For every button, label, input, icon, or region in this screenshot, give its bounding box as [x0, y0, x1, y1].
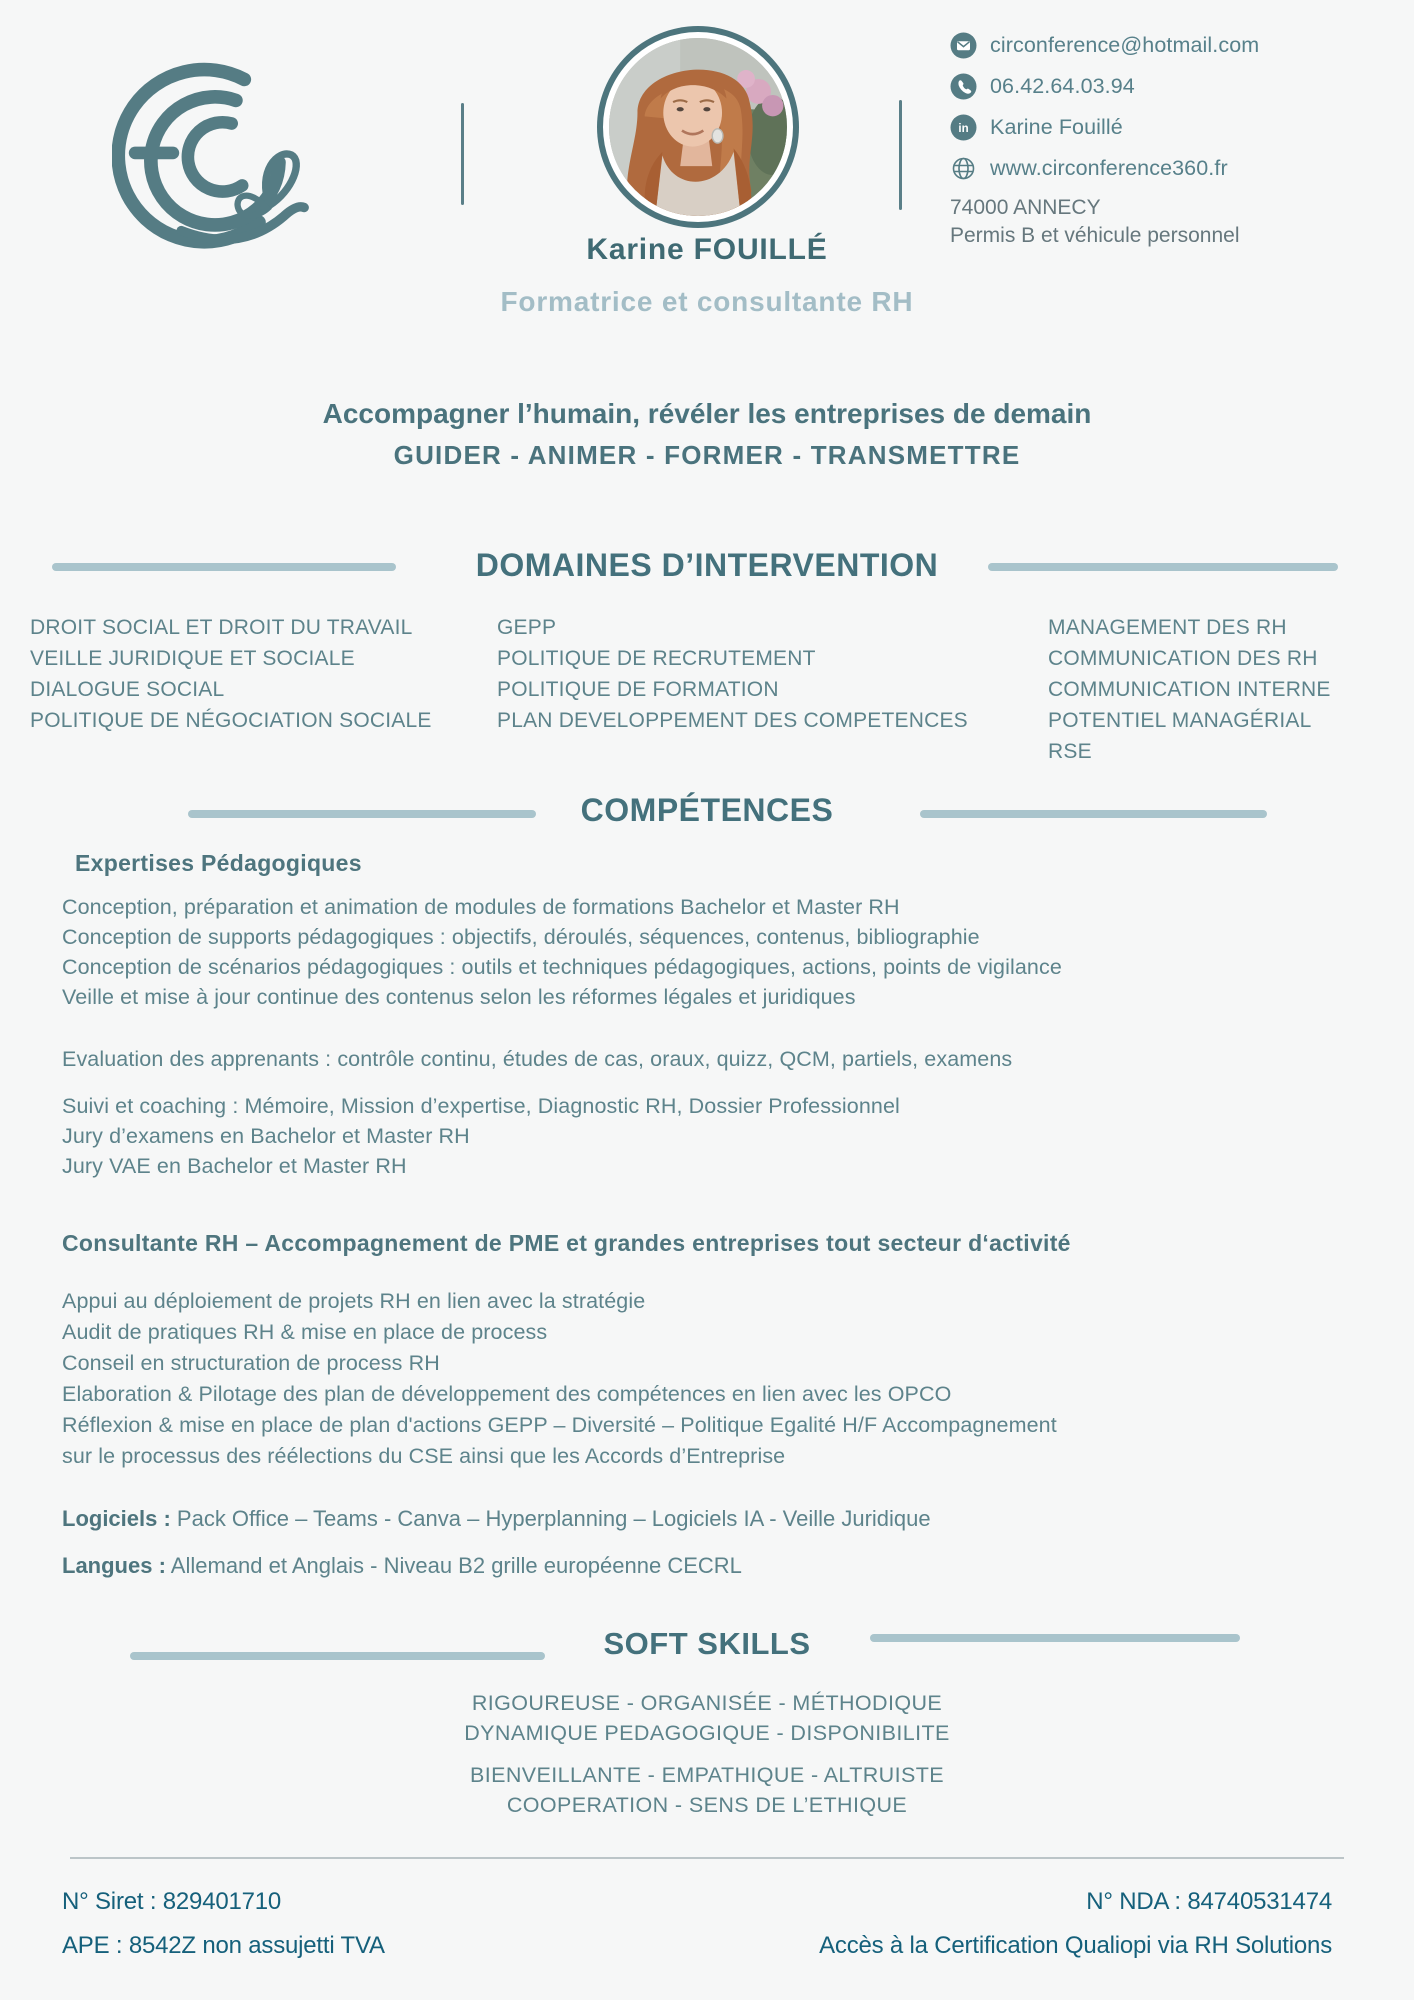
- contact-phone[interactable]: [950, 71, 1370, 101]
- contact-linkedin-text: Karine Fouillé: [990, 114, 1123, 139]
- domaine-item: GEPP: [497, 616, 557, 639]
- expertises-line: Jury VAE en Bachelor et Master RH: [62, 1154, 407, 1178]
- footer-ape: APE : 8542Z non assujetti TVA: [62, 1932, 385, 1959]
- header-divider-left: [461, 103, 464, 205]
- domaines-column-3: [1048, 612, 1331, 767]
- phone-icon: [950, 73, 977, 100]
- profile-photo: [597, 26, 799, 228]
- consultante-line: sur le processus des réélections du CSE ainsi que les Accords d’Entreprise: [62, 1444, 786, 1468]
- contact-phone-text: 06.42.64.03.94: [990, 73, 1135, 98]
- footer-nda: N° NDA : 84740531474: [1086, 1888, 1332, 1915]
- domaines-column-2: [497, 612, 968, 736]
- logiciels-line: [62, 1506, 931, 1532]
- tagline-line1: Accompagner l’humain, révéler les entreprises de demain: [322, 398, 1092, 429]
- softskills-group-1: [0, 1688, 1414, 1748]
- domaines-heading: DOMAINES D’INTERVENTION: [475, 547, 939, 583]
- footer-siret: N° Siret : 829401710: [62, 1888, 282, 1915]
- domaine-item: PLAN DEVELOPPEMENT DES COMPETENCES: [497, 709, 968, 732]
- domaine-item: DROIT SOCIAL ET DROIT DU TRAVAIL: [30, 616, 413, 639]
- contact-email-text: circonference@hotmail.com: [990, 32, 1260, 57]
- domaine-item: POTENTIEL MANAGÉRIAL: [1048, 709, 1312, 732]
- domaines-column-1: [30, 612, 432, 736]
- domaine-item: RSE: [1048, 740, 1092, 763]
- softskill-line: BIENVEILLANTE - EMPATHIQUE - ALTRUISTE: [470, 1763, 944, 1787]
- domaine-item: POLITIQUE DE FORMATION: [497, 678, 779, 701]
- domaine-item: VEILLE JURIDIQUE ET SOCIALE: [30, 647, 355, 670]
- globe-icon: [950, 155, 977, 182]
- domaine-item: POLITIQUE DE RECRUTEMENT: [497, 647, 816, 670]
- domaine-item: COMMUNICATION DES RH: [1048, 647, 1318, 670]
- logo-icon: [112, 50, 322, 260]
- contact-website-text: www.circonference360.fr: [990, 155, 1228, 180]
- consultante-paragraph: [62, 1286, 1057, 1472]
- expertises-paragraph-3: [62, 1091, 900, 1181]
- softskills-heading: SOFT SKILLS: [603, 1626, 811, 1661]
- softskill-line: RIGOUREUSE - ORGANISÉE - MÉTHODIQUE: [471, 1691, 943, 1715]
- person-role: Formatrice et consultante RH: [500, 286, 914, 317]
- expertises-line: Veille et mise à jour continue des contenus selon les réformes légales et juridiques: [62, 985, 856, 1009]
- expertises-line: Conception, préparation et animation de modules de formations Bachelor et Master RH: [62, 895, 900, 919]
- softskill-line: DYNAMIQUE PEDAGOGIQUE - DISPONIBILITE: [464, 1721, 950, 1745]
- contact-block: [950, 30, 1370, 250]
- domaine-item: MANAGEMENT DES RH: [1048, 616, 1287, 639]
- address-permit: Permis B et véhicule personnel: [950, 224, 1240, 247]
- domaine-item: DIALOGUE SOCIAL: [30, 678, 225, 701]
- linkedin-icon: [950, 114, 977, 141]
- consultante-line: Appui au déploiement de projets RH en lien avec la stratégie: [62, 1289, 646, 1313]
- softskills-heading-bar-right: [870, 1634, 1240, 1642]
- person-name: Karine FOUILLÉ: [586, 233, 828, 266]
- footer-qualiopi: Accès à la Certification Qualiopi via RH Solutions: [819, 1932, 1332, 1959]
- langues-value: Allemand et Anglais - Niveau B2 grille européenne CECRL: [165, 1553, 742, 1578]
- address-city: 74000 ANNECY: [950, 196, 1101, 219]
- envelope-icon: [950, 32, 977, 59]
- footer-divider: [70, 1857, 1344, 1859]
- domaines-heading-bar-right: [988, 563, 1338, 571]
- langues-label: Langues :: [62, 1553, 166, 1578]
- expertises-line: Suivi et coaching : Mémoire, Mission d’expertise, Diagnostic RH, Dossier Professionnel: [62, 1094, 900, 1118]
- expertises-paragraph-2: [62, 1044, 1012, 1074]
- competences-heading: COMPÉTENCES: [580, 792, 834, 828]
- consultante-sub-heading: Consultante RH – Accompagnement de PME et grandes entreprises tout secteur d‘activité: [62, 1230, 1071, 1256]
- contact-email[interactable]: [950, 30, 1370, 60]
- profile-photo-image: [603, 32, 793, 222]
- competences-heading-bar-right: [920, 810, 1267, 818]
- expertises-paragraph-1: [62, 892, 1062, 1012]
- softskill-line: COOPERATION - SENS DE L’ETHIQUE: [506, 1793, 908, 1817]
- logiciels-value: Pack Office – Teams - Canva – Hyperplanning – Logiciels IA - Veille Juridique: [170, 1506, 931, 1531]
- header-divider-right: [899, 100, 902, 210]
- expertises-line: Conception de supports pédagogiques : objectifs, déroulés, séquences, contenus, bibliographie: [62, 925, 980, 949]
- langues-line: [62, 1553, 742, 1579]
- consultante-line: Audit de pratiques RH & mise en place de process: [62, 1320, 548, 1344]
- portrait-illustration: [609, 38, 787, 216]
- expertises-sub-heading: Expertises Pédagogiques: [75, 850, 362, 876]
- logiciels-label: Logiciels :: [62, 1506, 171, 1531]
- expertises-line: Conception de scénarios pédagogiques : outils et techniques pédagogiques, actions, points de vigilance: [62, 955, 1062, 979]
- consultante-line: Elaboration & Pilotage des plan de développement des compétences en lien avec les OPCO: [62, 1382, 952, 1406]
- svg-text:in: in: [958, 122, 969, 135]
- expertises-line: Evaluation des apprenants : contrôle continu, études de cas, oraux, quizz, QCM, partiels, examens: [62, 1047, 1013, 1071]
- consultante-line: Conseil en structuration de process RH: [62, 1351, 440, 1375]
- contact-linkedin[interactable]: [950, 112, 1370, 142]
- domaine-item: COMMUNICATION INTERNE: [1048, 678, 1331, 701]
- softskills-group-2: [0, 1760, 1414, 1820]
- contact-website[interactable]: [950, 153, 1370, 183]
- domaine-item: POLITIQUE DE NÉGOCIATION SOCIALE: [30, 709, 432, 732]
- expertises-line: Jury d’examens en Bachelor et Master RH: [62, 1124, 470, 1148]
- tagline-line2: GUIDER - ANIMER - FORMER - TRANSMETTRE: [393, 440, 1021, 470]
- consultante-line: Réflexion & mise en place de plan d'actions GEPP – Diversité – Politique Egalité H/F Accompagnement: [62, 1413, 1057, 1437]
